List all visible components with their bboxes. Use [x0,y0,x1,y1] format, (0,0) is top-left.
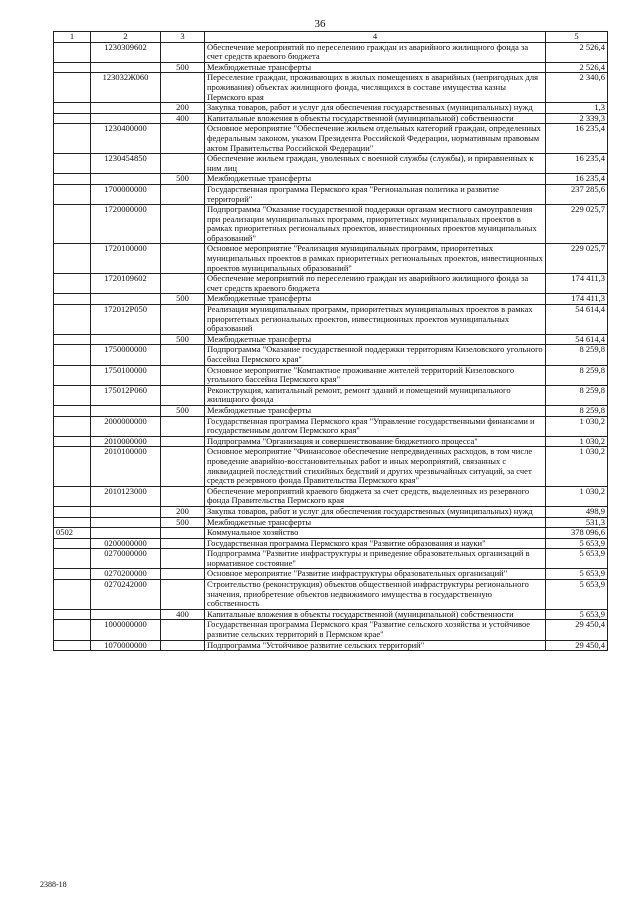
section-code-cell [54,124,91,154]
section-code-cell [54,73,91,103]
table-row [54,436,608,447]
section-code-cell [54,569,91,580]
expense-type-cell [161,184,205,204]
amount-cell: 16 235,4 [546,154,608,174]
item-name-cell: Основное мероприятие "Компактное проживание жителей территорий Кизеловского угольного бассейна Пермского края" [205,365,546,385]
item-name-cell: Обеспечение мероприятий по переселению граждан из аварийного жилищного фонда за счет средств краевого бюджета [205,42,546,62]
expense-type-cell: 200 [161,103,205,114]
amount-cell: 5 653,9 [546,538,608,549]
target-article-cell: 2000000000 [91,416,161,436]
target-article-cell [91,609,161,620]
item-name-cell: Государственная программа Пермского края "Развитие образования и науки" [205,538,546,549]
item-name-cell: Межбюджетные трансферты [205,334,546,345]
page-number: 36 [314,18,326,30]
expense-type-cell: 400 [161,113,205,124]
item-name-cell: Закупка товаров, работ и услуг для обеспечения государственных (муниципальных) нужд [205,103,546,114]
expense-type-cell: 200 [161,506,205,517]
target-article-cell: 1000000000 [91,620,161,640]
table-row [54,113,608,124]
item-name-cell: Коммунальное хозяйство [205,528,546,539]
table-row [54,385,608,405]
target-article-cell: 0270000000 [91,549,161,569]
item-name-cell: Основное мероприятие "Финансовое обеспечение непредвиденных расходов, в том числе проведение аварийно-восстановительных работ и иных мероприятий, связанных с ликвидацией последствий стихийных бедствий и других чрезвычайных ситуаций, за счет средств резервного фонда Правительства Пермского края" [205,447,546,486]
target-article-cell [91,294,161,305]
column-header-4: 4 [205,32,546,43]
table-row [54,549,608,569]
item-name-cell: Межбюджетные трансферты [205,405,546,416]
expense-type-cell [161,620,205,640]
column-header-5: 5 [546,32,608,43]
table-row [54,569,608,580]
target-article-cell: 2010000000 [91,436,161,447]
expense-type-cell [161,385,205,405]
amount-cell: 5 653,9 [546,549,608,569]
table-row [54,274,608,294]
expense-type-cell [161,436,205,447]
amount-cell: 2 340,6 [546,73,608,103]
section-code-cell [54,305,91,335]
table-row [54,334,608,345]
item-name-cell: Обеспечение мероприятий краевого бюджета за счет средств, выделенных из резервного фонда Правительства Пермского края [205,486,546,506]
expense-type-cell: 400 [161,609,205,620]
amount-cell: 174 411,3 [546,274,608,294]
column-header-2: 2 [91,32,161,43]
amount-cell: 8 259,8 [546,365,608,385]
section-code-cell [54,486,91,506]
expense-type-cell [161,42,205,62]
table-row [54,447,608,486]
target-article-cell [91,528,161,539]
item-name-cell: Реализация муниципальных программ, приоритетных муниципальных проектов в рамках приоритетных региональных проектов, инвестиционных проектов муниципальных образований [205,305,546,335]
column-header-3: 3 [161,32,205,43]
amount-cell: 29 450,4 [546,620,608,640]
target-article-cell: 1230309602 [91,42,161,62]
target-article-cell: 1720000000 [91,205,161,244]
target-article-cell [91,517,161,528]
section-code-cell [54,538,91,549]
amount-cell: 16 235,4 [546,124,608,154]
target-article-cell: 123032Ж060 [91,73,161,103]
amount-cell: 5 653,9 [546,580,608,610]
target-article-cell: 0270200000 [91,569,161,580]
amount-cell: 16 235,4 [546,174,608,185]
item-name-cell: Межбюджетные трансферты [205,517,546,528]
section-code-cell: 0502 [54,528,91,539]
target-article-cell: 2010100000 [91,447,161,486]
section-code-cell [54,580,91,610]
section-code-cell [54,620,91,640]
amount-cell: 8 259,8 [546,345,608,365]
table-row [54,205,608,244]
expense-type-cell: 500 [161,517,205,528]
target-article-cell: 1720109602 [91,274,161,294]
table-row [54,62,608,73]
target-article-cell: 1070000000 [91,640,161,651]
section-code-cell [54,609,91,620]
column-header-1: 1 [54,32,91,43]
target-article-cell: 1720100000 [91,244,161,274]
section-code-cell [54,154,91,174]
target-article-cell [91,113,161,124]
expense-type-cell [161,345,205,365]
table-row [54,528,608,539]
target-article-cell [91,334,161,345]
amount-cell: 54 614,4 [546,334,608,345]
section-code-cell [54,640,91,651]
target-article-cell: 172012Р050 [91,305,161,335]
amount-cell: 2 526,4 [546,62,608,73]
item-name-cell: Основное мероприятие "Обеспечение жильем отдельных категорий граждан, определенных федеральным законом, указом Президента Российской Федерации, нормативным правовым актом Правительства Российской Федерации" [205,124,546,154]
section-code-cell [54,506,91,517]
table-row [54,73,608,103]
section-code-cell [54,436,91,447]
expense-type-cell [161,154,205,174]
amount-cell: 378 096,6 [546,528,608,539]
item-name-cell: Обеспечение мероприятий по переселению граждан из аварийного жилищного фонда за счет средств краевого бюджета [205,274,546,294]
target-article-cell: 1700000000 [91,184,161,204]
table-row [54,416,608,436]
expense-type-cell [161,549,205,569]
amount-cell: 8 259,8 [546,385,608,405]
expense-type-cell: 500 [161,294,205,305]
target-article-cell: 0270242000 [91,580,161,610]
target-article-cell: 0200000000 [91,538,161,549]
item-name-cell: Строительство (реконструкция) объектов общественной инфраструктуры регионального значения, приобретение объектов недвижимого имущества в государственную собственность [205,580,546,610]
target-article-cell: 1750100000 [91,365,161,385]
table-row [54,486,608,506]
item-name-cell: Реконструкция, капитальный ремонт, ремонт зданий и помещений муниципального жилищного фонда [205,385,546,405]
item-name-cell: Межбюджетные трансферты [205,294,546,305]
table-row [54,42,608,62]
item-name-cell: Государственная программа Пермского края "Региональная политика и развитие территорий" [205,184,546,204]
item-name-cell: Капитальные вложения в объекты государственной (муниципальной) собственности [205,609,546,620]
section-code-cell [54,385,91,405]
item-name-cell: Подпрограмма "Оказание государственной поддержки органам местного самоуправления при реализации муниципальных программ, приоритетных муниципальных проектов в рамках приоритетных региональных проектов, инвестиционных проектов муниципальных образований" [205,205,546,244]
section-code-cell [54,103,91,114]
expense-type-cell [161,73,205,103]
section-code-cell [54,184,91,204]
amount-cell: 1 030,2 [546,416,608,436]
table-row [54,538,608,549]
amount-cell: 498,9 [546,506,608,517]
section-code-cell [54,345,91,365]
table-row [54,405,608,416]
item-name-cell: Переселение граждан, проживающих в жилых помещениях в аварийных (непригодных для проживания) объектах жилищного фонда, числящихся в составе имущества казны Пермского края [205,73,546,103]
table-row [54,580,608,610]
table-row [54,365,608,385]
item-name-cell: Основное мероприятие "Развитие инфраструктуры образовательных организаций" [205,569,546,580]
amount-cell: 174 411,3 [546,294,608,305]
section-code-cell [54,294,91,305]
expense-type-cell [161,486,205,506]
table-row [54,174,608,185]
expense-type-cell [161,640,205,651]
table-row [54,103,608,114]
section-code-cell [54,405,91,416]
expense-type-cell [161,447,205,486]
item-name-cell: Закупка товаров, работ и услуг для обеспечения государственных (муниципальных) нужд [205,506,546,517]
table-header-row [54,32,608,43]
amount-cell: 2 339,3 [546,113,608,124]
item-name-cell: Подпрограмма "Устойчивое развитие сельских территорий" [205,640,546,651]
section-code-cell [54,365,91,385]
amount-cell: 54 614,4 [546,305,608,335]
amount-cell: 229 025,7 [546,244,608,274]
table-row [54,345,608,365]
item-name-cell: Подпрограмма "Организация и совершенствование бюджетного процесса" [205,436,546,447]
table-body [54,42,608,651]
amount-cell: 531,3 [546,517,608,528]
amount-cell: 5 653,9 [546,609,608,620]
section-code-cell [54,274,91,294]
section-code-cell [54,174,91,185]
target-article-cell: 1750000000 [91,345,161,365]
target-article-cell [91,405,161,416]
item-name-cell: Государственная программа Пермского края "Развитие сельского хозяйства и устойчивое развитие сельских территорий в Пермском крае" [205,620,546,640]
expense-type-cell [161,580,205,610]
table-row [54,620,608,640]
expense-type-cell: 500 [161,174,205,185]
target-article-cell: 175012Р060 [91,385,161,405]
item-name-cell: Подпрограмма "Оказание государственной поддержки территориям Кизеловского угольного бассейна Пермского края" [205,345,546,365]
item-name-cell: Подпрограмма "Развитие инфраструктуры и приведение образовательных организаций в нормативное состояние" [205,549,546,569]
amount-cell: 1,3 [546,103,608,114]
expense-type-cell [161,569,205,580]
expense-type-cell [161,416,205,436]
amount-cell: 1 030,2 [546,436,608,447]
item-name-cell: Межбюджетные трансферты [205,174,546,185]
target-article-cell [91,174,161,185]
expense-type-cell: 500 [161,62,205,73]
document-code: 2388-18 [40,880,67,889]
target-article-cell [91,103,161,114]
table-row [54,506,608,517]
expense-type-cell [161,305,205,335]
item-name-cell: Обеспечение жильем граждан, уволенных с военной службы (службы), и приравненных к ним лиц [205,154,546,174]
amount-cell: 237 285,6 [546,184,608,204]
table-row [54,294,608,305]
expense-type-cell: 500 [161,405,205,416]
section-code-cell [54,517,91,528]
budget-table [53,31,608,651]
amount-cell: 8 259,8 [546,405,608,416]
target-article-cell [91,506,161,517]
table-row [54,244,608,274]
expense-type-cell [161,244,205,274]
item-name-cell: Капитальные вложения в объекты государственной (муниципальной) собственности [205,113,546,124]
section-code-cell [54,447,91,486]
table-row [54,609,608,620]
table-row [54,154,608,174]
amount-cell: 29 450,4 [546,640,608,651]
section-code-cell [54,62,91,73]
expense-type-cell: 500 [161,334,205,345]
section-code-cell [54,42,91,62]
section-code-cell [54,416,91,436]
section-code-cell [54,113,91,124]
table-row [54,124,608,154]
amount-cell: 1 030,2 [546,447,608,486]
table-row [54,517,608,528]
amount-cell: 1 030,2 [546,486,608,506]
expense-type-cell [161,124,205,154]
target-article-cell: 1230454850 [91,154,161,174]
target-article-cell: 2010123000 [91,486,161,506]
target-article-cell [91,62,161,73]
section-code-cell [54,549,91,569]
section-code-cell [54,334,91,345]
item-name-cell: Межбюджетные трансферты [205,62,546,73]
expense-type-cell [161,205,205,244]
amount-cell: 5 653,9 [546,569,608,580]
target-article-cell: 1230400000 [91,124,161,154]
table-row [54,305,608,335]
amount-cell: 2 526,4 [546,42,608,62]
section-code-cell [54,205,91,244]
table-row [54,184,608,204]
item-name-cell: Государственная программа Пермского края "Управление государственными финансами и государственным долгом Пермского края" [205,416,546,436]
expense-type-cell [161,538,205,549]
table-row [54,640,608,651]
expense-type-cell [161,274,205,294]
item-name-cell: Основное мероприятие "Реализация муниципальных программ, приоритетных муниципальных проектов в рамках приоритетных региональных проектов, инвестиционных проектов муниципальных образований" [205,244,546,274]
section-code-cell [54,244,91,274]
expense-type-cell [161,365,205,385]
amount-cell: 229 025,7 [546,205,608,244]
expense-type-cell [161,528,205,539]
